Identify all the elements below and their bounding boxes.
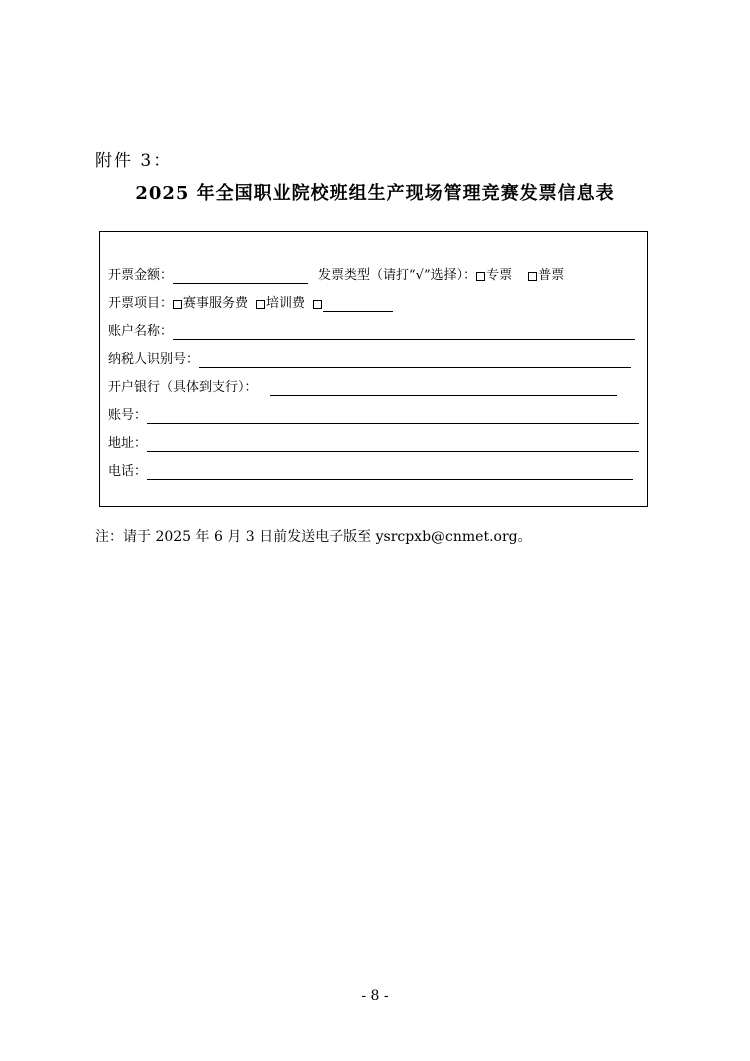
- invoice-amount-field[interactable]: [173, 268, 308, 284]
- phone-label: 电话：: [108, 464, 148, 479]
- address-field[interactable]: [147, 436, 639, 452]
- row-account-number: [108, 408, 639, 424]
- invoice-item-option-service-fee[interactable]: 赛事服务费: [173, 296, 248, 312]
- invoice-amount-label: 开票金额：: [108, 268, 174, 283]
- row-phone: [108, 464, 633, 480]
- row-bank: [108, 380, 617, 396]
- invoice-type-option-special[interactable]: 专票: [476, 268, 512, 284]
- taxpayer-id-label: 纳税人识别号：: [108, 352, 200, 367]
- checkbox-icon[interactable]: [476, 272, 485, 281]
- row-invoice-items: [108, 296, 393, 312]
- attachment-label: 附件 3：: [95, 151, 173, 171]
- invoice-items-label: 开票项目：: [108, 296, 174, 311]
- account-number-field[interactable]: [147, 408, 639, 424]
- invoice-info-form: [99, 231, 648, 507]
- row-taxpayer-id: [108, 352, 631, 368]
- page-number: - 8 -: [361, 988, 389, 1004]
- row-amount-type: [108, 268, 564, 284]
- checkbox-icon[interactable]: [173, 300, 182, 309]
- invoice-item-other-field[interactable]: [323, 296, 393, 312]
- account-name-label: 账户名称：: [108, 324, 174, 339]
- bank-label: 开户银行（具体到支行）：: [108, 380, 258, 395]
- row-address: [108, 436, 639, 452]
- submission-note: 注：请于 2025 年 6 月 3 日前发送电子版至 ysrcpxb@cnmet.org。: [95, 529, 532, 545]
- phone-field[interactable]: [147, 464, 633, 480]
- address-label: 地址：: [108, 436, 148, 451]
- bank-field[interactable]: [270, 380, 617, 396]
- invoice-item-option-training-fee[interactable]: 培训费: [256, 296, 305, 312]
- checkbox-icon[interactable]: [313, 300, 322, 309]
- account-number-label: 账号：: [108, 408, 148, 423]
- checkbox-icon[interactable]: [256, 300, 265, 309]
- row-account-name: [108, 324, 635, 340]
- page-title: 2025 年全国职业院校班组生产现场管理竞赛发票信息表: [135, 183, 615, 204]
- taxpayer-id-field[interactable]: [199, 352, 631, 368]
- invoice-item-option-other[interactable]: [313, 296, 393, 312]
- checkbox-icon[interactable]: [528, 272, 537, 281]
- account-name-field[interactable]: [173, 324, 635, 340]
- invoice-type-label: 发票类型（请打“√”选择）：: [318, 268, 477, 283]
- invoice-type-option-general[interactable]: 普票: [528, 268, 564, 284]
